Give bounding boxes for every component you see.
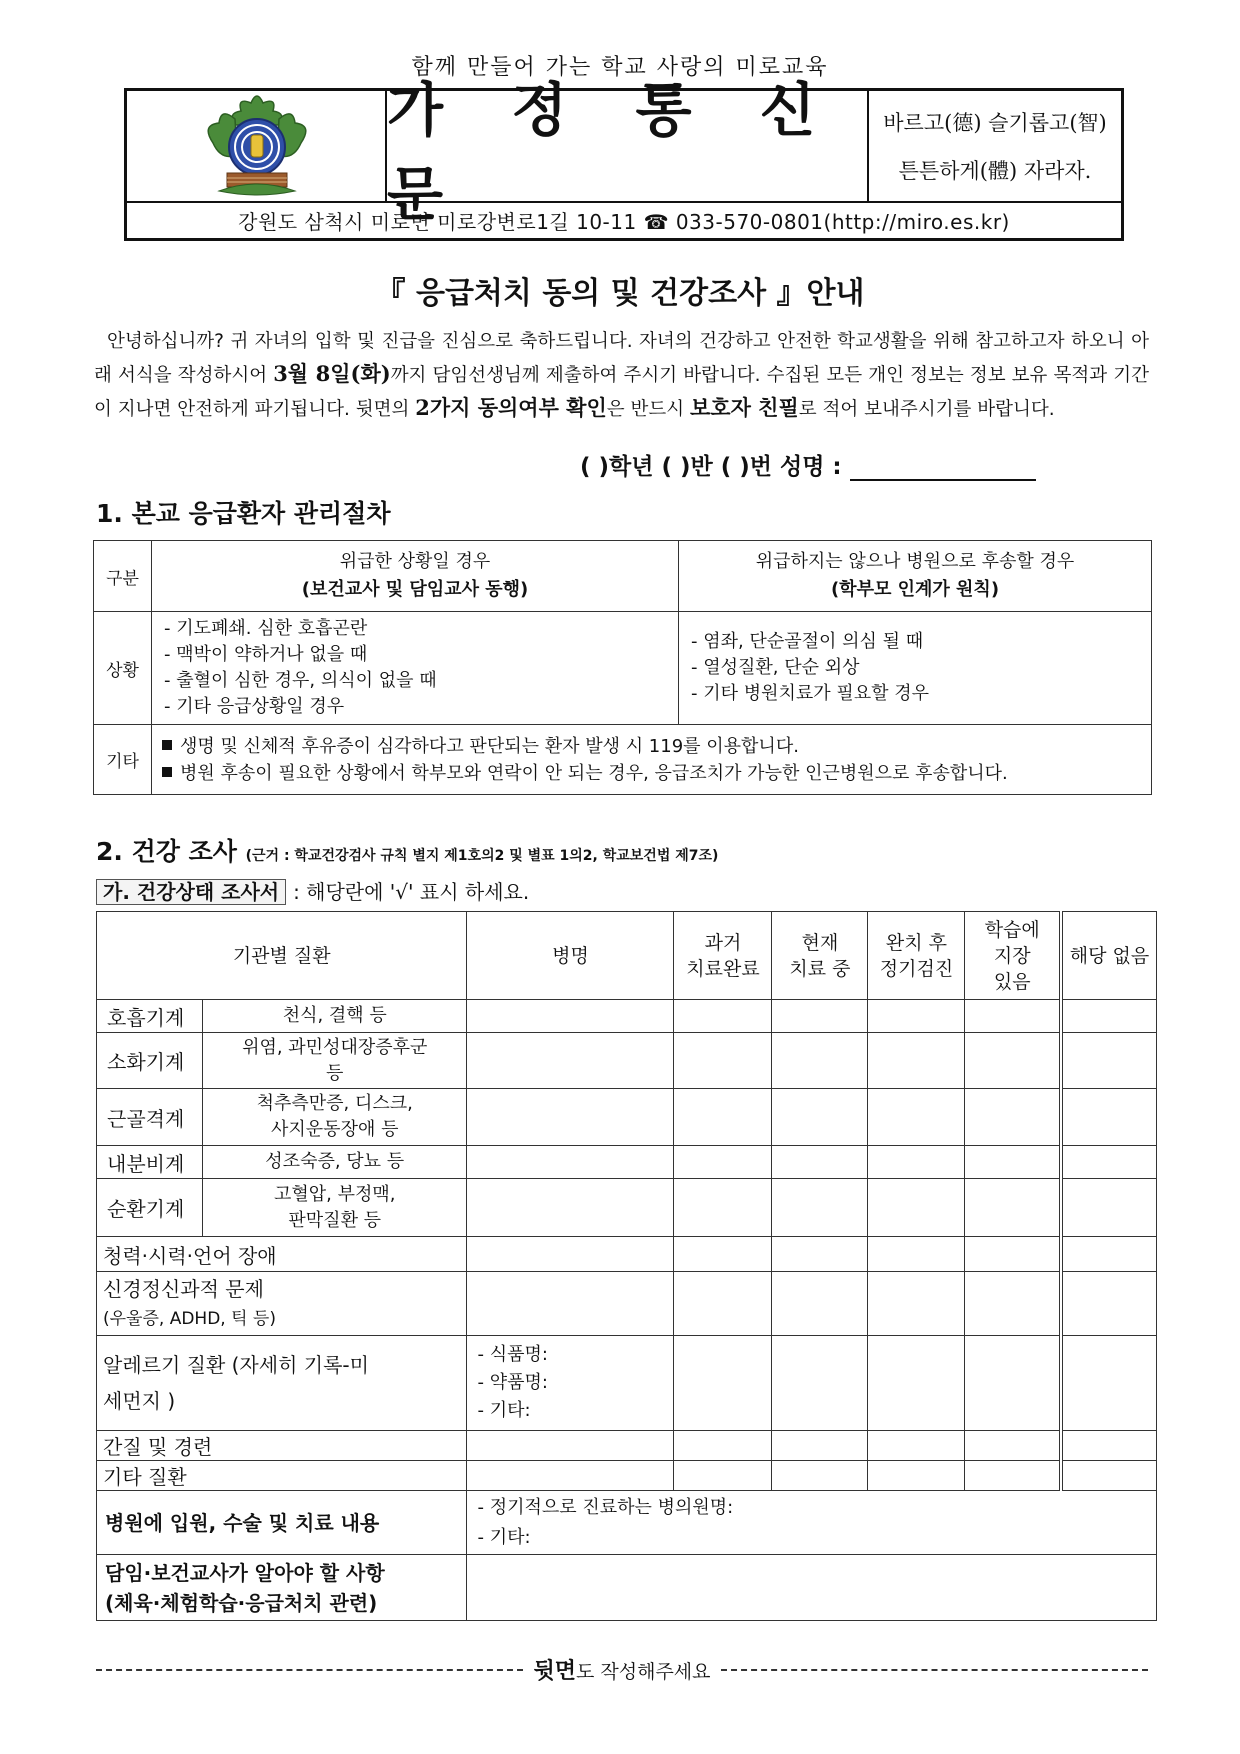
survey-sub-label: 가. 건강상태 조사서 <box>96 879 286 905</box>
nonurgent-header <box>679 541 1152 612</box>
answer-cell[interactable] <box>674 1461 772 1491</box>
notice-title: 『 응급처치 동의 및 건강조사 』안내 <box>375 276 865 311</box>
table-row <box>97 1431 1157 1461</box>
organ-examples: 척추측만증, 디스크, 사지운동장애 등 <box>203 1089 467 1146</box>
nonurgent-header-line1: 위급하지는 않으나 병원으로 후송할 경우 <box>755 551 1075 572</box>
school-motto-line2: 튼튼하게(體) 자라자. <box>898 159 1092 183</box>
legal-basis: (근거 : 학교건강검사 규칙 별지 제1호의2 및 별표 1의2, 학교보건법 제7조) <box>245 848 719 864</box>
answer-cell[interactable] <box>467 1272 674 1336</box>
col-past: 과거 치료완료 <box>674 912 772 1000</box>
student-info-label: ( )학년 ( )반 ( )번 성명 : <box>580 454 842 480</box>
organ-group: 순환기계 <box>97 1179 203 1237</box>
answer-cell[interactable] <box>467 1237 674 1272</box>
urgent-header-line1: 위급한 상황일 경우 <box>339 551 491 572</box>
answer-cell[interactable] <box>1061 1237 1157 1272</box>
table-row <box>97 1000 1157 1033</box>
answer-cell[interactable] <box>868 1272 965 1336</box>
answer-cell[interactable] <box>1061 1336 1157 1431</box>
answer-cell[interactable] <box>467 1000 674 1033</box>
answer-cell[interactable] <box>467 1179 674 1237</box>
urgent-header-line2: (보건교사 및 담임교사 동행) <box>301 579 529 600</box>
teacher-notes-field[interactable] <box>467 1555 1157 1621</box>
organ-examples: 천식, 결핵 등 <box>203 1000 467 1033</box>
answer-cell[interactable] <box>1061 1179 1157 1237</box>
list-item: 생명 및 신체적 후유증이 심각하다고 판단되는 환자 발생 시 119를 이용합니다. <box>158 733 1151 760</box>
table-row <box>97 1033 1157 1089</box>
teacher-notes-label: 담임·보건교사가 알아야 할 사항 (체육·체험학습·응급처치 관련) <box>97 1555 467 1621</box>
hospital-label: 병원에 입원, 수술 및 치료 내용 <box>97 1491 467 1555</box>
deadline: 3월 8일(화) <box>273 361 391 386</box>
answer-cell[interactable] <box>965 1461 1061 1491</box>
answer-cell[interactable] <box>674 1089 772 1146</box>
answer-cell[interactable] <box>1061 1033 1157 1089</box>
answer-cell[interactable] <box>965 1089 1061 1146</box>
answer-cell[interactable] <box>965 1146 1061 1179</box>
consent-emphasis: 2가지 동의여부 확인 <box>415 395 607 420</box>
answer-cell[interactable] <box>674 1033 772 1089</box>
intro-text-3: 은 반드시 <box>606 399 691 420</box>
answer-cell[interactable] <box>868 1033 965 1089</box>
newsletter-title: 가 정 통 신 문 <box>387 91 869 203</box>
table-row <box>97 1179 1157 1237</box>
emblem-icon <box>127 91 383 201</box>
organ-examples: 성조숙증, 당뇨 등 <box>203 1146 467 1179</box>
list-item: - 기타 응급상황일 경우 <box>164 696 345 717</box>
answer-cell[interactable] <box>467 1146 674 1179</box>
neuro-label: 신경정신과적 문제 (우울증, ADHD, 틱 등) <box>97 1272 467 1336</box>
answer-cell[interactable] <box>965 1033 1061 1089</box>
organ-examples: 위염, 과민성대장증후군 등 <box>203 1033 467 1089</box>
table-row <box>97 1237 1157 1272</box>
answer-cell[interactable] <box>674 1146 772 1179</box>
etc-notes <box>152 725 1152 795</box>
answer-cell[interactable] <box>965 1336 1061 1431</box>
back-text: 도 작성해주세요 <box>576 1661 711 1683</box>
table-row <box>97 1461 1157 1491</box>
answer-cell[interactable] <box>868 1431 965 1461</box>
allergy-details[interactable]: - 식품명: - 약품명: - 기타: <box>467 1336 674 1431</box>
school-motto-line1: 바르고(德) 슬기롭고(智) <box>883 111 1107 135</box>
answer-cell[interactable] <box>772 1461 868 1491</box>
answer-cell[interactable] <box>467 1033 674 1089</box>
epilepsy-label: 간질 및 경련 <box>97 1431 467 1461</box>
list-item: - 맥박이 약하거나 없을 때 <box>164 644 368 665</box>
school-address: 강원도 삼척시 미로면 미로강변로1길 10-11 ☎ 033-570-0801(http://miro.es.kr) <box>238 210 1010 234</box>
table-row <box>97 1272 1157 1336</box>
footer-note <box>96 1654 1148 1685</box>
emergency-procedure-table <box>93 540 1152 795</box>
dashed-divider <box>96 1669 523 1671</box>
answer-cell[interactable] <box>772 1000 868 1033</box>
nonurgent-header-line2: (학부모 인계가 원칙) <box>830 579 1000 600</box>
answer-cell[interactable] <box>772 1272 868 1336</box>
answer-cell[interactable] <box>772 1089 868 1146</box>
allergy-label: 알레르기 질환 (자세히 기록-미 세먼지 ) <box>97 1336 467 1431</box>
col-disease: 기관별 질환 <box>97 912 467 1000</box>
answer-cell[interactable] <box>868 1237 965 1272</box>
col-none: 해당 없음 <box>1061 912 1157 1000</box>
col-name: 병명 <box>467 912 674 1000</box>
list-item: - 출혈이 심한 경우, 의식이 없을 때 <box>164 670 437 691</box>
hospital-details[interactable]: - 정기적으로 진료하는 병의원명: - 기타: <box>467 1491 1157 1555</box>
table-row <box>97 1491 1157 1555</box>
dashed-divider <box>721 1669 1148 1671</box>
organ-group: 호흡기계 <box>97 1000 203 1033</box>
list-item: - 염좌, 단순골절이 의심 될 때 <box>691 631 924 652</box>
answer-cell[interactable] <box>1061 1146 1157 1179</box>
list-item: - 열성질환, 단순 외상 <box>691 657 860 678</box>
answer-cell[interactable] <box>965 1000 1061 1033</box>
answer-cell[interactable] <box>674 1179 772 1237</box>
answer-cell[interactable] <box>674 1272 772 1336</box>
answer-cell[interactable] <box>772 1431 868 1461</box>
survey-instruction: : 해당란에 '√' 표시 하세요. <box>293 880 530 904</box>
table-row <box>97 1336 1157 1431</box>
table-row <box>97 1089 1157 1146</box>
answer-cell[interactable] <box>674 1000 772 1033</box>
answer-cell[interactable] <box>868 1461 965 1491</box>
answer-cell[interactable] <box>1061 1461 1157 1491</box>
square-bullet-icon <box>162 767 172 777</box>
answer-cell[interactable] <box>674 1431 772 1461</box>
answer-cell[interactable] <box>772 1146 868 1179</box>
school-emblem <box>127 91 387 203</box>
answer-cell[interactable] <box>674 1336 772 1431</box>
answer-cell[interactable] <box>1061 1000 1157 1033</box>
intro-paragraph <box>94 326 1149 426</box>
organ-group: 소화기계 <box>97 1033 203 1089</box>
sensory-disorder-label: 청력·시력·언어 장애 <box>97 1237 467 1272</box>
answer-cell[interactable] <box>1061 1089 1157 1146</box>
section2-title <box>96 832 718 868</box>
nonurgent-situations <box>679 612 1152 725</box>
other-disease-label: 기타 질환 <box>97 1461 467 1491</box>
answer-cell[interactable] <box>467 1461 674 1491</box>
answer-cell[interactable] <box>1061 1272 1157 1336</box>
answer-cell[interactable] <box>772 1179 868 1237</box>
answer-cell[interactable] <box>868 1179 965 1237</box>
etc-label: 기타 <box>94 725 152 795</box>
intro-text-4: 로 적어 보내주시기를 바랍니다. <box>798 399 1055 420</box>
col-cured: 완치 후 정기검진 <box>868 912 965 1000</box>
answer-cell[interactable] <box>868 1000 965 1033</box>
section2-title-text: 2. 건강 조사 <box>96 837 237 866</box>
answer-cell[interactable] <box>868 1336 965 1431</box>
intro-text-1: 안녕하십니까? 귀 자녀의 입학 및 진급을 진심으로 축하드립니다. 자녀의 건강하고 안전한 학교생활을 위해 참고하고자 하오니 아래 서식을 작성하시어 <box>94 331 1149 386</box>
answer-cell[interactable] <box>1061 1431 1157 1461</box>
col-current: 현재 치료 중 <box>772 912 868 1000</box>
answer-cell[interactable] <box>868 1146 965 1179</box>
organ-group: 근골격계 <box>97 1089 203 1146</box>
answer-cell[interactable] <box>965 1431 1061 1461</box>
answer-cell[interactable] <box>772 1237 868 1272</box>
answer-cell[interactable] <box>868 1089 965 1146</box>
urgent-header <box>152 541 679 612</box>
urgent-situations <box>152 612 679 725</box>
school-slogan: 함께 만들어 가는 학교 사랑의 미로교육 <box>411 55 829 80</box>
school-motto <box>869 91 1121 203</box>
parent-emphasis: 보호자 친필 <box>690 395 799 420</box>
table-row <box>97 1146 1157 1179</box>
answer-cell[interactable] <box>467 1089 674 1146</box>
section1-title: 1. 본교 응급환자 관리절차 <box>96 499 391 528</box>
answer-cell[interactable] <box>467 1431 674 1461</box>
answer-cell[interactable] <box>772 1033 868 1089</box>
answer-cell[interactable] <box>772 1336 868 1431</box>
letterhead <box>124 76 1124 241</box>
list-item: - 기타 병원치료가 필요할 경우 <box>691 683 930 704</box>
col-study: 학습에 지장 있음 <box>965 912 1061 1000</box>
survey-subtitle <box>96 876 529 905</box>
student-info-line <box>580 448 1036 481</box>
health-survey-table <box>96 911 1157 1621</box>
organ-group: 내분비계 <box>97 1146 203 1179</box>
square-bullet-icon <box>162 740 172 750</box>
intro-text-2: 까지 담임선생님께 제출하여 주시기 바랍니다. 수집된 모든 개인 정보는 정보 보유 목적과 기간이 지나면 안전하게 파기됩니다. 뒷면의 <box>94 365 1150 420</box>
answer-cell[interactable] <box>965 1237 1061 1272</box>
back-emphasis: 뒷면 <box>533 1659 576 1684</box>
answer-cell[interactable] <box>674 1237 772 1272</box>
organ-examples: 고혈압, 부정맥, 판막질환 등 <box>203 1179 467 1237</box>
list-item: - 기도폐쇄. 심한 호흡곤란 <box>164 618 368 639</box>
col-label: 구분 <box>94 541 152 612</box>
situation-label: 상황 <box>94 612 152 725</box>
table-row <box>97 1555 1157 1621</box>
answer-cell[interactable] <box>965 1179 1061 1237</box>
name-field[interactable] <box>850 459 1036 481</box>
answer-cell[interactable] <box>965 1272 1061 1336</box>
list-item: 병원 후송이 필요한 상황에서 학부모와 연락이 안 되는 경우, 응급조치가 가능한 인근병원으로 후송합니다. <box>158 760 1151 787</box>
